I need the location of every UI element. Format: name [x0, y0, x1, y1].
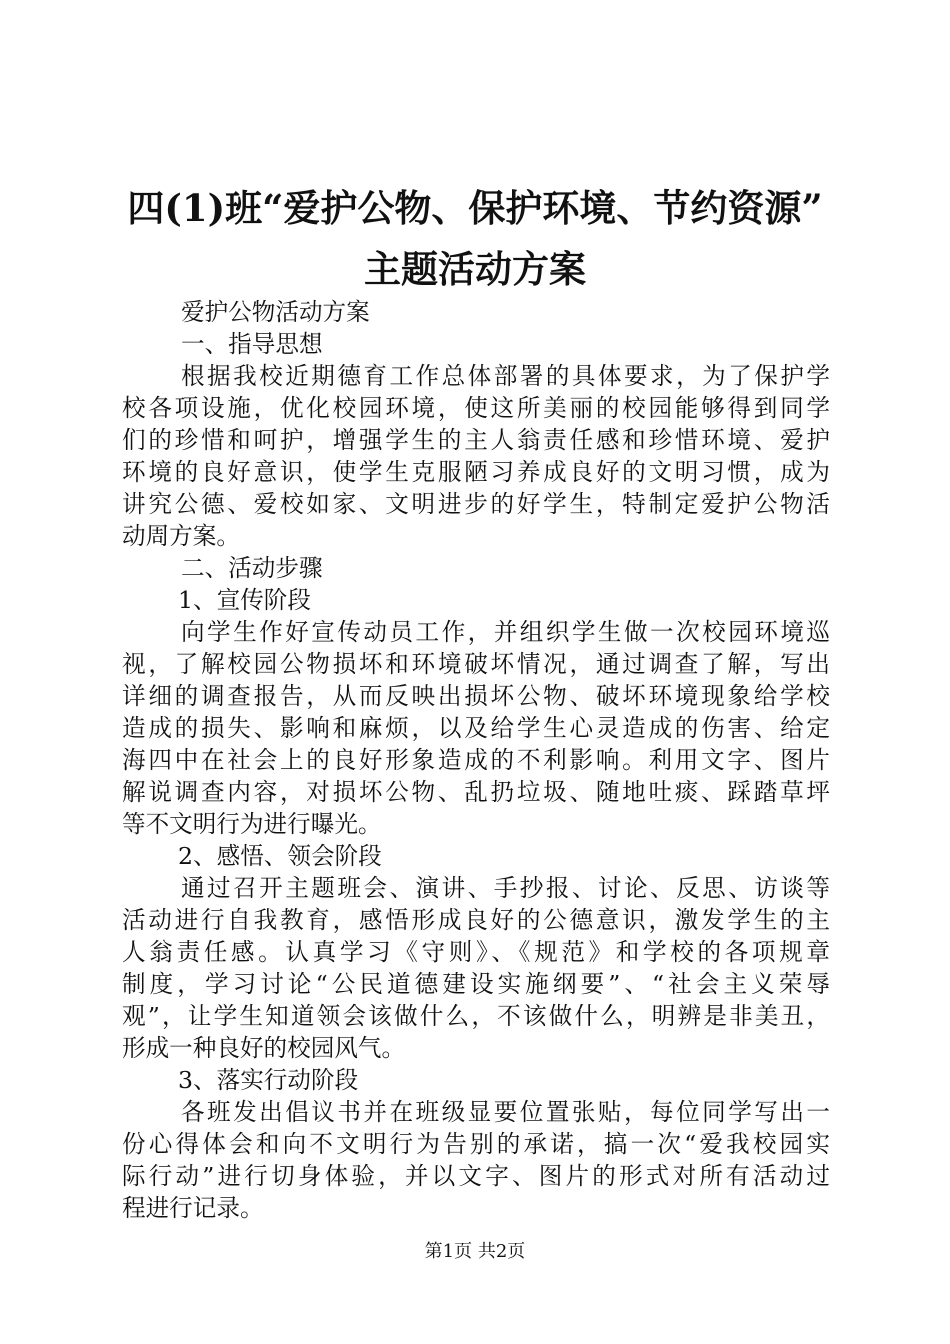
subsection-heading: 3、落实行动阶段: [178, 1066, 359, 1094]
paragraph-line: 详细的调查报告，从而反映出损坏公物、破坏环境现象给学校: [122, 682, 830, 710]
paragraph-line: 活动进行自我教育，感悟形成良好的公德意识，激发学生的主: [122, 906, 830, 934]
paragraph-line: 根据我校近期德育工作总体部署的具体要求，为了保护学: [181, 362, 830, 390]
paragraph-line: 制度，学习讨论“公民道德建设实施纲要”、“社会主义荣辱: [122, 970, 830, 998]
subsection-heading: 1、宣传阶段: [178, 586, 311, 614]
paragraph-line: 通过召开主题班会、演讲、手抄报、讨论、反思、访谈等: [181, 874, 830, 902]
paragraph-line: 人翁责任感。认真学习《守则》、《规范》和学校的各项规章: [122, 938, 830, 966]
paragraph-line: 程进行记录。: [122, 1194, 264, 1222]
section-heading: 爱护公物活动方案: [181, 298, 370, 326]
subsection-heading: 2、感悟、领会阶段: [178, 842, 382, 870]
paragraph-line: 校各项设施，优化校园环境，使这所美丽的校园能够得到同学: [122, 394, 830, 422]
paragraph-line: 解说调查内容，对损坏公物、乱扔垃圾、随地吐痰、踩踏草坪: [122, 778, 830, 806]
paragraph-line: 各班发出倡议书并在班级显要位置张贴，每位同学写出一: [181, 1098, 830, 1126]
document-title-line-1: 四(1)班“爱护公物、保护环境、节约资源”: [127, 186, 823, 230]
document-body: [122, 296, 830, 1224]
paragraph-line: 际行动”进行切身体验，并以文字、图片的形式对所有活动过: [122, 1162, 830, 1190]
paragraph-line: 形成一种良好的校园风气。: [122, 1034, 406, 1062]
paragraph-line: 造成的损失、影响和麻烦，以及给学生心灵造成的伤害、给定: [122, 714, 830, 742]
document-title-line-2: 主题活动方案: [364, 247, 586, 291]
paragraph-line: 们的珍惜和呵护，增强学生的主人翁责任感和珍惜环境、爱护: [122, 426, 830, 454]
paragraph-line: 海四中在社会上的良好形象造成的不利影响。利用文字、图片: [122, 746, 830, 774]
paragraph-line: 份心得体会和向不文明行为告别的承诺，搞一次“爱我校园实: [122, 1130, 830, 1158]
paragraph-line: 向学生作好宣传动员工作，并组织学生做一次校园环境巡: [181, 618, 830, 646]
paragraph-line: 观”，让学生知道领会该做什么，不该做什么，明辨是非美丑，: [122, 1002, 830, 1030]
section-heading: 一、指导思想: [181, 330, 323, 358]
page-number-footer: 第1页 共2页: [424, 1241, 526, 1262]
paragraph-line: 视，了解校园公物损坏和环境破坏情况，通过调查了解，写出: [122, 650, 830, 678]
paragraph-line: 讲究公德、爱校如家、文明进步的好学生，特制定爱护公物活: [122, 490, 830, 518]
paragraph-line: 动周方案。: [122, 522, 240, 550]
paragraph-line: 环境的良好意识，使学生克服陋习养成良好的文明习惯，成为: [122, 458, 830, 486]
paragraph-line: 等不文明行为进行曝光。: [122, 810, 382, 838]
section-heading: 二、活动步骤: [181, 554, 323, 582]
